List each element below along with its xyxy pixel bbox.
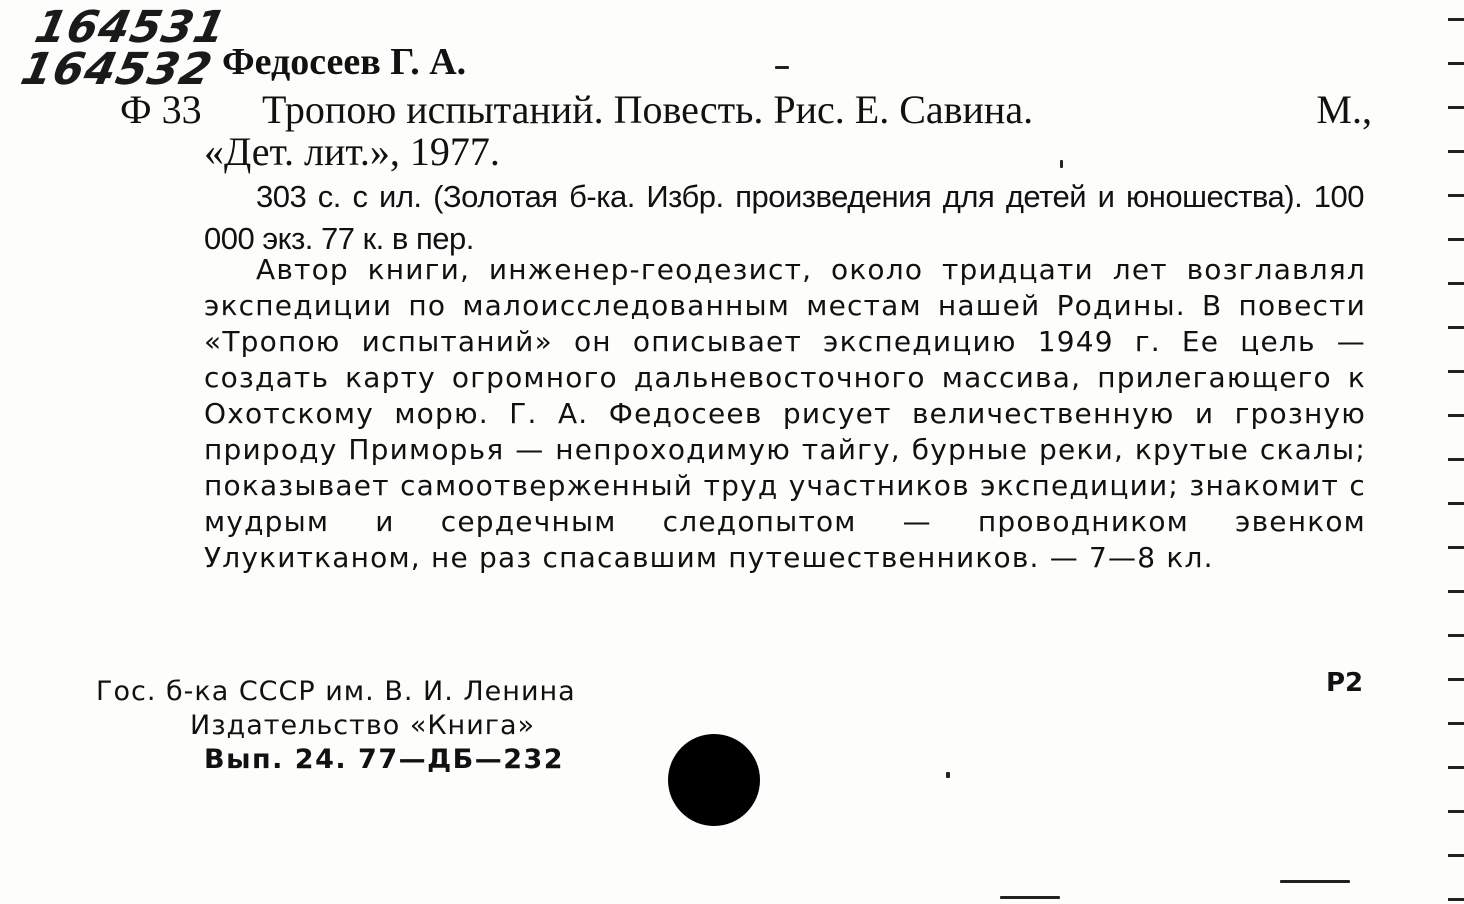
scan-speck	[1000, 896, 1060, 899]
publisher-year: «Дет. лит.», 1977.	[204, 129, 500, 174]
card-punch-hole	[668, 734, 760, 826]
book-title: Тропою испытаний. Повесть. Рис. Е. Савина.	[262, 87, 1034, 132]
book-annotation: Автор книги, инженер-геодезист, около тридцати лет возглавлял экспедиции по малоисследованным местам нашей Родины. В повести «Тропою испытаний» он описывает экспедицию 1949 г. Ее цель — создать карту огромного дальневосточного массива, прилегающего к Охотскому морю. Г. А. Федосеев рисует величественную и грозную природу Приморья — непроходимую тайгу, бурные реки, крутые скалы; показывает самоотверженный труд участников экспедиции; знакомит с мудрым и сердечным следопытом — проводником эвенком Улукитканом, не раз спасавшим путешественников. — 7—8 кл.	[204, 253, 1366, 574]
title-line	[262, 86, 1372, 133]
publishing-house: Издательство «Книга»	[190, 710, 536, 741]
scan-speck	[775, 66, 789, 69]
handwritten-inventory-number-1: 164531	[30, 2, 232, 53]
scan-speck	[1280, 880, 1350, 883]
library-name: Гос. б-ка СССР им. В. И. Ленина	[96, 676, 576, 707]
card-edge-marks	[1448, 0, 1464, 904]
issue-number: Вып. 24. 77—ДБ—232	[204, 744, 565, 775]
publication-city: М.,	[1316, 87, 1372, 132]
scan-speck	[946, 772, 950, 778]
physical-description: 303 с. с ил. (Золотая б-ка. Избр. произведения для детей и юношества). 100 000 экз. 77 к. в пер.	[204, 179, 1364, 256]
catalog-index: Ф 33	[120, 87, 202, 132]
handwritten-inventory-number-2: 164532	[16, 44, 218, 95]
classification-code: Р2	[1326, 668, 1364, 698]
scan-speck	[1060, 160, 1063, 168]
author-name: Федосеев Г. А.	[222, 41, 467, 83]
